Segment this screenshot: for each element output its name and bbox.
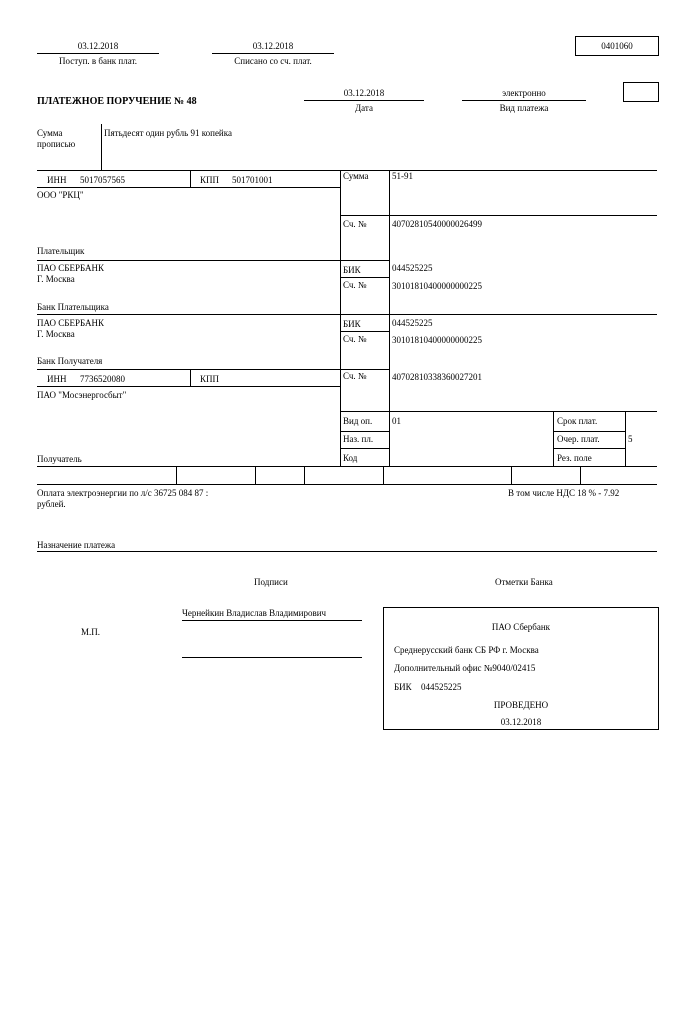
purpose-code-label: Наз. пл. (343, 434, 374, 444)
reserve-label: Рез. поле (557, 453, 592, 463)
recipient-bank-name: ПАО СБЕРБАНК (37, 318, 105, 328)
amount-label: Сумма (343, 171, 369, 181)
divider (511, 466, 512, 484)
date-value: 03.12.2018 (343, 88, 385, 98)
debited-label: Списано со сч. плат. (234, 56, 312, 66)
form-code: 0401060 (601, 41, 633, 51)
divider (176, 466, 177, 484)
recipient-inn: 7736520080 (80, 374, 125, 384)
payer-corr-label: Сч. № (343, 280, 367, 290)
divider (553, 448, 625, 449)
date-label: Дата (355, 103, 373, 113)
divider (304, 466, 305, 484)
divider (580, 466, 581, 484)
recipient-bank-label: Банк Получателя (37, 356, 103, 366)
divider (190, 170, 191, 187)
divider (37, 260, 389, 261)
payer-account-label: Сч. № (343, 219, 367, 229)
signature-line (182, 657, 362, 658)
payment-type-label: Вид платежа (499, 103, 549, 113)
divider (37, 187, 340, 188)
document-title: ПЛАТЕЖНОЕ ПОРУЧЕНИЕ № 48 (37, 96, 197, 107)
payer-inn: 5017057565 (80, 175, 125, 185)
divider (383, 466, 384, 484)
signature-line (182, 620, 362, 621)
divider (101, 124, 102, 170)
stamp-place: М.П. (81, 627, 101, 637)
divider (625, 411, 626, 466)
divider (553, 411, 554, 466)
stamp-date: 03.12.2018 (500, 717, 542, 727)
recipient-corr: 30101810400000000225 (392, 335, 482, 345)
debited-date: 03.12.2018 (252, 41, 294, 51)
bank-marks-label: Отметки Банка (495, 577, 553, 587)
divider (340, 331, 389, 332)
vat-text: В том числе НДС 18 % - 7.92 (508, 488, 620, 498)
divider (37, 314, 657, 315)
payer-kpp: 501701001 (232, 175, 273, 185)
payer-bank-city: Г. Москва (37, 274, 75, 284)
code-label: Код (343, 453, 358, 463)
payer-bank-label: Банк Плательщика (37, 302, 109, 312)
recipient-bik-label: БИК (343, 319, 361, 329)
payment-type-value: электронно (502, 88, 546, 98)
amount-words-value: Пятьдесят один рубль 91 копейка (104, 128, 232, 138)
op-type-label: Вид оп. (343, 416, 373, 426)
recipient-bank-city: Г. Москва (37, 329, 75, 339)
divider (37, 386, 340, 387)
divider (340, 215, 657, 216)
signatures-label: Подписи (254, 577, 288, 587)
stamp-bik-label: БИК (394, 682, 412, 692)
divider (37, 466, 657, 467)
priority: 5 (628, 434, 633, 444)
recipient-name: ПАО "Мосэнергосбыт" (37, 390, 127, 400)
divider (37, 53, 159, 54)
payer-bik-label: БИК (343, 265, 361, 275)
payer-inn-label: ИНН (47, 175, 67, 185)
divider (462, 100, 586, 101)
divider (37, 369, 389, 370)
stamp-bik: 044525225 (421, 682, 462, 692)
bank-received-date: 03.12.2018 (77, 41, 119, 51)
purpose-label: Назначение платежа (37, 540, 116, 550)
payer-bik: 044525225 (392, 263, 433, 273)
divider (190, 369, 191, 386)
divider (255, 466, 256, 484)
purpose-text-2: рублей. (37, 499, 66, 509)
amount-words-label-2: прописью (37, 139, 76, 149)
form-code-box (575, 36, 659, 56)
recipient-account-label: Сч. № (343, 371, 367, 381)
recipient-bik: 044525225 (392, 318, 433, 328)
divider (340, 277, 389, 278)
term-label: Срок плат. (557, 416, 598, 426)
stamp-status: ПРОВЕДЕНО (493, 700, 549, 710)
recipient-account: 40702810338360027201 (392, 372, 482, 382)
payer-label: Плательщик (37, 246, 85, 256)
priority-label: Очер. плат. (557, 434, 600, 444)
divider (340, 448, 389, 449)
payer-corr: 30101810400000000225 (392, 281, 482, 291)
payer-name: ООО "РКЦ" (37, 190, 84, 200)
divider (304, 100, 424, 101)
divider (37, 551, 657, 552)
divider (340, 431, 389, 432)
empty-code-box (623, 82, 659, 102)
amount-value: 51-91 (392, 171, 413, 181)
recipient-kpp-label: КПП (200, 374, 220, 384)
stamp-branch: Среднерусский банк СБ РФ г. Москва (394, 645, 539, 655)
stamp-office: Дополнительный офис №9040/02415 (394, 663, 536, 673)
op-type: 01 (392, 416, 401, 426)
divider (37, 484, 657, 485)
purpose-text-1: Оплата электроэнергии по л/с 36725 084 87 : (37, 488, 209, 498)
stamp-bank-name: ПАО Сбербанк (491, 622, 551, 632)
recipient-inn-label: ИНН (47, 374, 67, 384)
divider (553, 431, 625, 432)
divider (212, 53, 334, 54)
payer-account: 40702810540000026499 (392, 219, 482, 229)
payer-bank-name: ПАО СБЕРБАНК (37, 263, 105, 273)
bank-stamp (383, 607, 659, 730)
recipient-corr-label: Сч. № (343, 334, 367, 344)
recipient-label: Получатель (37, 454, 82, 464)
payer-kpp-label: КПП (200, 175, 220, 185)
amount-words-label-1: Сумма (37, 128, 63, 138)
signer-name: Чернейкин Владислав Владимирович (182, 608, 327, 618)
divider (340, 411, 657, 412)
bank-received-label: Поступ. в банк плат. (59, 56, 137, 66)
